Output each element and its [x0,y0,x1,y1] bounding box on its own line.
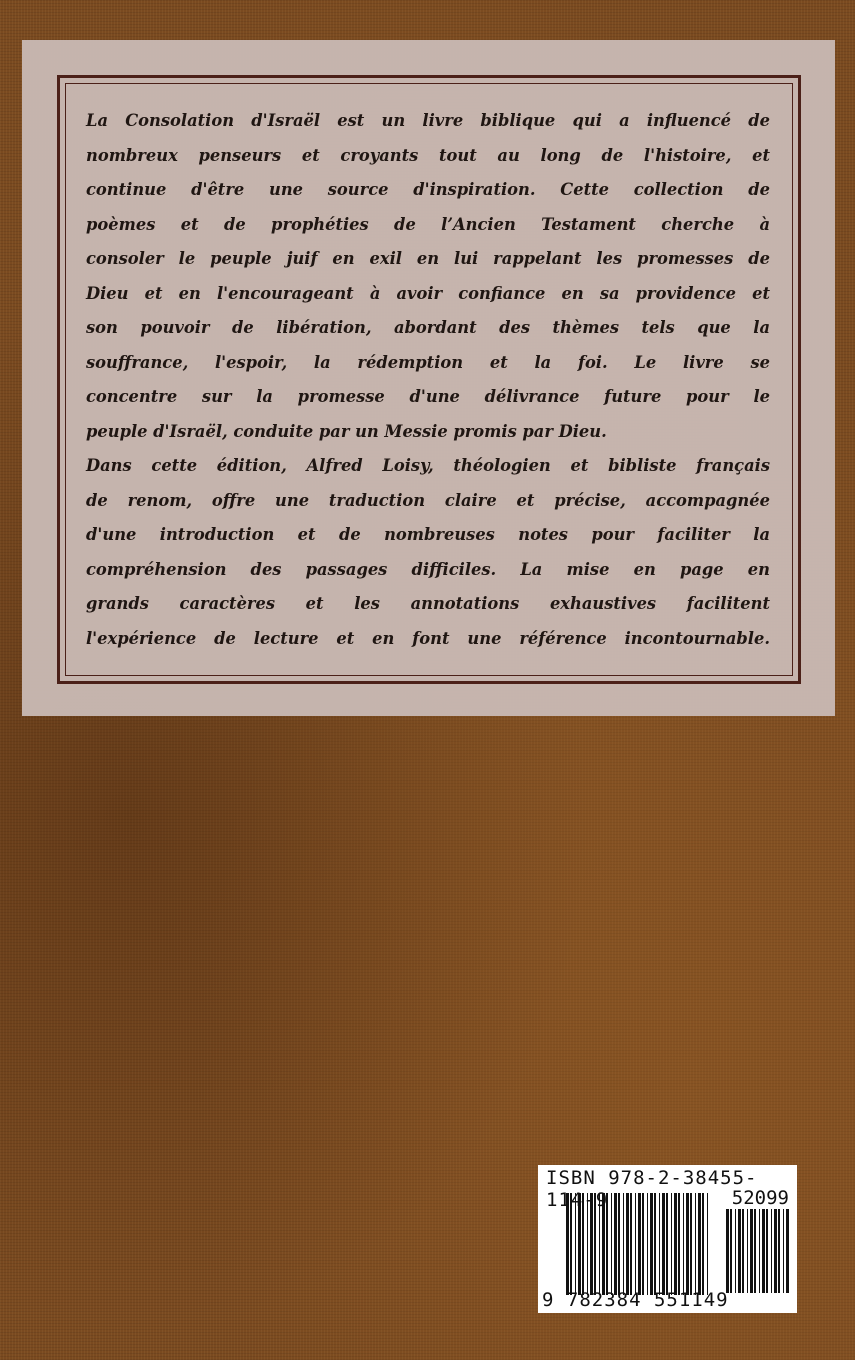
barcode-bar [747,1209,748,1293]
barcode-bar [766,1209,768,1293]
description-line: grands caractères et les annotations exhaustives facilitent [86,594,770,613]
isbn-barcode [538,1165,797,1313]
barcode-bar [738,1209,741,1293]
description-line: nombreux penseurs et croyants tout au long de l'histoire, et [86,145,770,165]
book-description [86,104,770,656]
description-line: l'expérience de lecture et en font une référence incontournable. [86,628,770,648]
description-line: de renom, offre une traduction claire et précise, accompagnée [86,490,770,510]
barcode-bar [771,1209,772,1293]
description-panel [22,40,835,716]
barcode-bar [730,1209,732,1293]
description-line: compréhension des passages difficiles. La mise en page en [86,559,770,579]
description-line: Dieu et en l'encourageant à avoir confiance en sa providence et [86,283,770,303]
barcode-bar [735,1209,736,1293]
barcode-bar [774,1209,777,1293]
description-line: peuple d'Israël, conduite par un Messie promis par Dieu. [86,421,607,441]
barcode-bar [726,1209,729,1293]
description-line: poèmes et de prophéties de l’Ancien Testament cherche à [86,214,770,234]
description-line: consoler le peuple juif en exil en lui rappelant les promesses de [86,249,770,268]
barcode-bar [778,1209,780,1293]
addon-digits: 52099 [731,1187,789,1209]
isbn-label: ISBN 978-2-38455-114-9 [546,1167,758,1211]
barcode-bar [759,1209,760,1293]
barcode-bar [742,1209,744,1293]
barcode-bar [750,1209,753,1293]
description-line: souffrance, l'espoir, la rédemption et la foi. Le livre se [86,352,770,372]
description-line: La Consolation d'Israël est un livre biblique qui a influencé de [86,111,770,130]
barcode-bar [754,1209,756,1293]
description-line: son pouvoir de libération, abordant des thèmes tels que la [86,318,770,337]
description-line: concentre sur la promesse d'une délivrance future pour le [86,387,770,406]
ean-digits: 9 782384 551149 [542,1289,729,1311]
barcode-bar [786,1209,789,1293]
barcode-bar [783,1209,784,1293]
description-line: Dans cette édition, Alfred Loisy, théologien et bibliste français [86,456,770,475]
barcode-bar [762,1209,765,1293]
description-line: d'une introduction et de nombreuses notes pour faciliter la [86,525,770,544]
description-line: continue d'être une source d'inspiration. Cette collection de [86,180,770,199]
